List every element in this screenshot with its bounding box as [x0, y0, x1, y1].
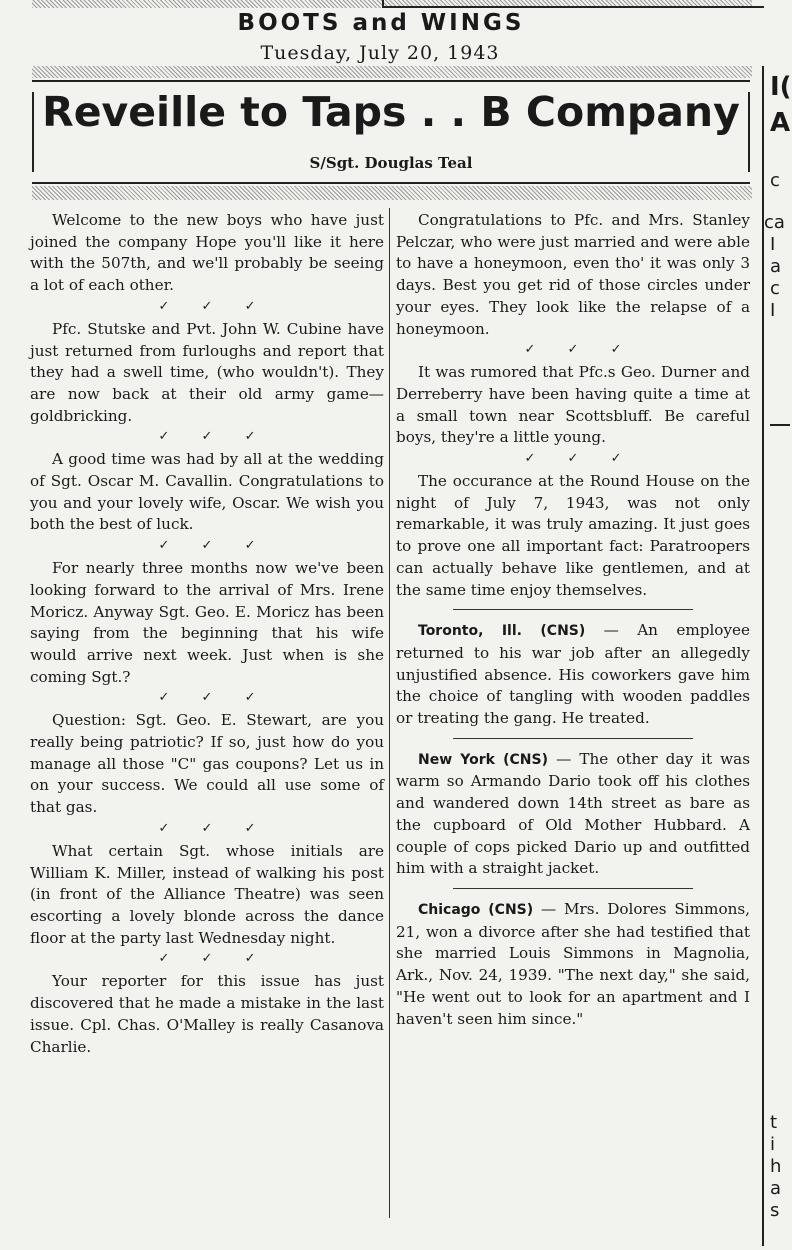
separator-marks: ✓ ✓ ✓	[158, 429, 270, 445]
adjacent-box-edge	[382, 0, 764, 8]
story-rule	[453, 738, 693, 739]
news-item: Your reporter for this issue has just discovered that he made a mistake in the last issue. Cpl. Chas. O'Malley is really Casanova Charlie.	[30, 972, 384, 1056]
edge-fragment: I	[770, 300, 776, 321]
wire-story	[396, 620, 750, 730]
separator-marks: ✓ ✓ ✓	[524, 451, 636, 467]
column-divider	[389, 208, 390, 1218]
wire-text: — The other day it was warm so Armando Dario took off his clothes and wandered down 14th street as bare as the cupboard of Old Mother Hubbard. A couple of cops picked Dario up and outfitted him with a straight jacket.	[396, 749, 751, 878]
right-column	[396, 210, 750, 1030]
edge-fragment: c	[770, 278, 780, 299]
edge-fragment: a	[770, 256, 782, 277]
edge-fragment: i	[770, 1134, 776, 1155]
news-item: What certain Sgt. whose initials are William K. Miller, instead of walking his post (in front of the Alliance Theatre) was seen escorting a lovely blonde across the dance floor at the party last Wednesday night.	[30, 841, 384, 947]
wire-story	[396, 749, 750, 880]
left-column	[30, 210, 384, 1058]
edge-fragment: t	[770, 1112, 778, 1133]
edge-fragment: ca	[764, 212, 785, 233]
masthead-hatch-border	[32, 66, 752, 78]
edge-fragment: h	[770, 1156, 782, 1177]
news-item: Welcome to the new boys who have just joined the company Hope you'll like it here with the 507th, and we'll probably be seeing a lot of each other.	[30, 211, 384, 295]
news-item: Question: Sgt. Geo. E. Stewart, are you really being patriotic? If so, just how do you manage all those "C" gas coupons? Let us in on your success. We could all use some of that gas.	[30, 711, 384, 817]
byline: S/Sgt. Douglas Teal	[309, 154, 473, 172]
news-item: The occurance at the Round House on the night of July 7, 1943, was not only remarkable, it was truly amazing. It just goes to prove one all important fact: Paratroopers can actually behave like gentlemen, and at the same time enjoy themselves.	[396, 472, 750, 599]
separator-marks: ✓ ✓ ✓	[158, 690, 270, 706]
separator-marks: ✓ ✓ ✓	[524, 342, 636, 358]
wire-text: — Mrs. Dolores Simmons, 21, won a divorce after she had testified that she married Louis Simmons in Magnolia, Ark., Nov. 24, 1939. "The next day," she said, "He went out to look for an apartment and I haven't seen him since."	[396, 899, 750, 1028]
wire-story	[396, 899, 750, 1030]
edge-fragment: I	[770, 234, 776, 255]
edge-fragment: I(	[770, 72, 792, 102]
edge-rule	[770, 424, 790, 426]
separator-marks: ✓ ✓ ✓	[158, 298, 270, 314]
edge-fragment: a	[770, 1178, 782, 1199]
headline-hatch-border	[32, 186, 752, 200]
separator-marks: ✓ ✓ ✓	[158, 951, 270, 967]
headline: Reveille to Taps . . B Company	[42, 88, 740, 136]
separator-marks: ✓ ✓ ✓	[158, 538, 270, 554]
wire-dateline: New York (CNS)	[418, 751, 548, 768]
wire-dateline: Chicago (CNS)	[418, 901, 534, 918]
issue-date: Tuesday, July 20, 1943	[260, 42, 500, 64]
news-item: It was rumored that Pfc.s Geo. Durner and Derreberry have been having quite a time at a small town near Scottsbluff. Be careful boys, they're a little young.	[396, 363, 750, 447]
wire-text: — An employee returned to his war job after an allegedly unjustified absence. His coworkers gave him the choice of tangling with wooden paddles or treating the gang. He treated.	[396, 621, 750, 728]
story-rule	[453, 609, 693, 610]
edge-fragment: s	[770, 1200, 780, 1221]
headline-box	[32, 80, 750, 184]
news-item: Congratulations to Pfc. and Mrs. Stanley Pelczar, who were just married and were able to have a honeymoon, even tho' it was only 3 days. Best you get rid of those circles under your eyes. They look like the relapse of a honeymoon.	[396, 211, 750, 338]
story-rule	[453, 888, 693, 889]
news-item: A good time was had by all at the wedding of Sgt. Oscar M. Cavallin. Congratulations to you and your lovely wife, Oscar. We wish you both the best of luck.	[30, 450, 384, 534]
edge-fragment: c	[770, 170, 780, 191]
adjacent-column-edge	[762, 66, 792, 1246]
paper-name: BOOTS and WINGS	[237, 10, 525, 36]
news-item: Pfc. Stutske and Pvt. John W. Cubine have just returned from furloughs and report that they had a swell time, (who wouldn't). They are now back at their old army game—goldbricking.	[30, 319, 384, 425]
separator-marks: ✓ ✓ ✓	[158, 820, 270, 836]
wire-dateline: Toronto, Ill. (CNS)	[418, 623, 586, 640]
edge-fragment: A	[770, 108, 791, 138]
news-item: For nearly three months now we've been looking forward to the arrival of Mrs. Irene Moricz. Anyway Sgt. Geo. E. Moricz has been saying from the beginning that his wife would arrive next week. Just when is she coming Sgt.?	[30, 559, 384, 686]
